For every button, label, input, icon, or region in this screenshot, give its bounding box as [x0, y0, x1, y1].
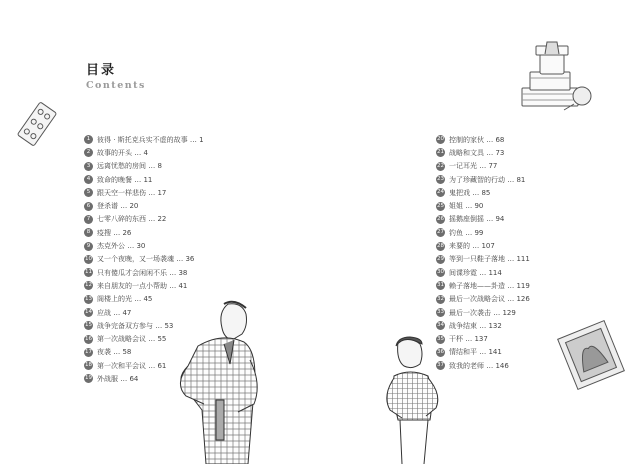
chapter-number-badge: 30: [437, 269, 444, 276]
chapter-title: 最后一次战略会议 … 126: [449, 295, 530, 304]
chapter-title: 跟天空一样悲伤 … 17: [97, 188, 167, 197]
chapter-title: 为了珍藏智的行动 … 81: [449, 175, 526, 184]
toc-entry[interactable]: [84, 146, 204, 159]
chapter-number-badge: 8: [84, 228, 93, 237]
toc-entry[interactable]: [436, 306, 530, 319]
picture-frame-illustration: [552, 318, 630, 392]
chapter-title: 第一次战略会议 … 55: [97, 335, 167, 344]
toc-entry[interactable]: [84, 253, 204, 266]
chapter-title: 战略和文具 … 73: [449, 148, 505, 157]
chapter-number-badge: 33: [437, 309, 444, 315]
chapter-number-badge: 18: [85, 362, 92, 369]
toc-entry[interactable]: [84, 160, 204, 173]
page-title: 目录: [86, 63, 117, 78]
toc-right-column: [436, 133, 530, 372]
chapter-title: 等到一只鞋子落地 … 111: [449, 255, 530, 264]
chapter-title: 夜袭 … 58: [97, 348, 132, 357]
chapter-title: 杰克外公 … 30: [97, 242, 146, 251]
chapter-number-badge: 32: [437, 295, 444, 302]
chapter-title: 一记耳光 … 77: [449, 162, 498, 171]
chapter-number-badge: 5: [84, 188, 93, 197]
chapter-title: 战争完备双方参与 … 53: [97, 321, 174, 330]
chapter-number-badge: 37: [437, 362, 444, 369]
chapter-number-badge: 12: [85, 282, 92, 289]
chapter-title: 来自朋友的一点小帮助 … 41: [97, 281, 188, 290]
chapter-title: 最后一次袭击 … 129: [449, 308, 516, 317]
toc-entry[interactable]: [436, 160, 530, 173]
toc-entry[interactable]: [84, 279, 204, 292]
chapter-number-badge: 14: [85, 309, 92, 315]
chapter-title: 鬼把戏 … 85: [449, 188, 491, 197]
chapter-number-badge: 3: [84, 162, 93, 171]
chapter-number-badge: 10: [85, 255, 92, 262]
chapter-title: 疫搜 … 26: [97, 228, 132, 237]
chapter-number-badge: 22: [437, 162, 444, 169]
chapter-title: 又一个夜晚，又一场袭魂 … 36: [97, 255, 195, 264]
toc-entry[interactable]: [84, 186, 204, 199]
toc-entry[interactable]: [436, 359, 530, 372]
toc-entry[interactable]: [436, 319, 530, 332]
chapter-number-badge: 20: [437, 136, 444, 143]
chapter-title: 摇鹅座倒摇 … 94: [449, 215, 505, 224]
chapter-number-badge: 34: [437, 322, 444, 329]
chapter-title: 战争结束 … 132: [449, 321, 502, 330]
toc-entry[interactable]: [84, 133, 204, 146]
toc-entry[interactable]: [84, 239, 204, 252]
chapter-number-badge: 27: [437, 229, 444, 236]
chapter-title: 来要的 … 107: [449, 242, 495, 251]
toc-entry[interactable]: [84, 173, 204, 186]
chapter-title: 姐姐 … 90: [449, 202, 484, 211]
chapter-title: 应战 … 47: [97, 308, 132, 317]
chapter-number-badge: 16: [85, 335, 92, 342]
chapter-number-badge: 36: [437, 348, 444, 355]
chapter-title: 七零八碎的东西 … 22: [97, 215, 167, 224]
toc-entry[interactable]: [436, 133, 530, 146]
chapter-number-badge: 21: [437, 149, 444, 156]
chapter-title: 情结和平 … 141: [449, 348, 502, 357]
chapter-title: 登杀谱 … 20: [97, 202, 139, 211]
chapter-title: 干杯 … 137: [449, 335, 488, 344]
chapter-number-badge: 6: [84, 202, 93, 211]
toc-entry[interactable]: [436, 239, 530, 252]
chapter-number-badge: 9: [84, 242, 93, 251]
chapter-title: 故事的开头 … 4: [97, 148, 148, 157]
chapter-number-badge: 26: [437, 215, 444, 222]
chapter-title: 致我的老师 … 146: [449, 361, 509, 370]
toc-entry[interactable]: [84, 213, 204, 226]
chapter-number-badge: 17: [85, 348, 92, 355]
chapter-number-badge: 29: [437, 255, 444, 262]
boy-illustration: [380, 336, 448, 464]
chapter-title: 外战服 … 64: [97, 374, 139, 383]
toy-block-illustration: [14, 100, 60, 148]
toc-entry[interactable]: [436, 253, 530, 266]
toc-entry[interactable]: [84, 199, 204, 212]
toc-entry[interactable]: [436, 173, 530, 186]
chapter-number-badge: 15: [85, 322, 92, 329]
toc-entry[interactable]: [436, 279, 530, 292]
chapter-number-badge: 25: [437, 202, 444, 209]
toc-entry[interactable]: [436, 293, 530, 306]
toc-entry[interactable]: [436, 266, 530, 279]
page-subtitle: Contents: [86, 80, 146, 91]
chapter-number-badge: 23: [437, 176, 444, 183]
chapter-number-badge: 2: [84, 148, 93, 157]
toc-entry[interactable]: [436, 199, 530, 212]
page-heading: [86, 64, 146, 91]
chapter-number-badge: 31: [437, 282, 444, 289]
man-illustration: [158, 300, 268, 464]
chapter-number-badge: 24: [437, 189, 444, 196]
chapter-title: 致命的晚餐 … 11: [97, 175, 153, 184]
chapter-number-badge: 19: [85, 375, 92, 382]
chapter-title: 远离忧愁的房间 … 8: [97, 162, 162, 171]
chapter-number-badge: 4: [84, 175, 93, 184]
toc-entry[interactable]: [84, 266, 204, 279]
chapter-title: 阁楼上的光 … 45: [97, 295, 153, 304]
chapter-number-badge: 11: [85, 269, 92, 276]
chapter-title: 赖子落地——卦造 … 119: [449, 281, 530, 290]
chapter-number-badge: 13: [85, 295, 92, 302]
desk-objects-illustration: [512, 38, 600, 114]
chapter-number-badge: 28: [437, 242, 444, 249]
chapter-title: 第一次和平会议 … 61: [97, 361, 167, 370]
toc-entry[interactable]: [84, 226, 204, 239]
toc-entry[interactable]: [436, 346, 530, 359]
chapter-title: 只有傻瓜才会闲闲不乐 … 38: [97, 268, 188, 277]
chapter-number-badge: 35: [437, 335, 444, 342]
toc-entry[interactable]: [436, 146, 530, 159]
chapter-number-badge: 7: [84, 215, 93, 224]
chapter-title: 控制的家伙 … 68: [449, 135, 505, 144]
chapter-title: 彼得 · 斯托克兵实不虚的故事 … 1: [97, 135, 204, 144]
toc-entry[interactable]: [436, 226, 530, 239]
chapter-number-badge: 1: [84, 135, 93, 144]
toc-entry[interactable]: [436, 332, 530, 345]
toc-entry[interactable]: [436, 213, 530, 226]
toc-entry[interactable]: [436, 186, 530, 199]
chapter-title: 间谍珍霓 … 114: [449, 268, 502, 277]
chapter-title: 钓鱼 … 99: [449, 228, 484, 237]
